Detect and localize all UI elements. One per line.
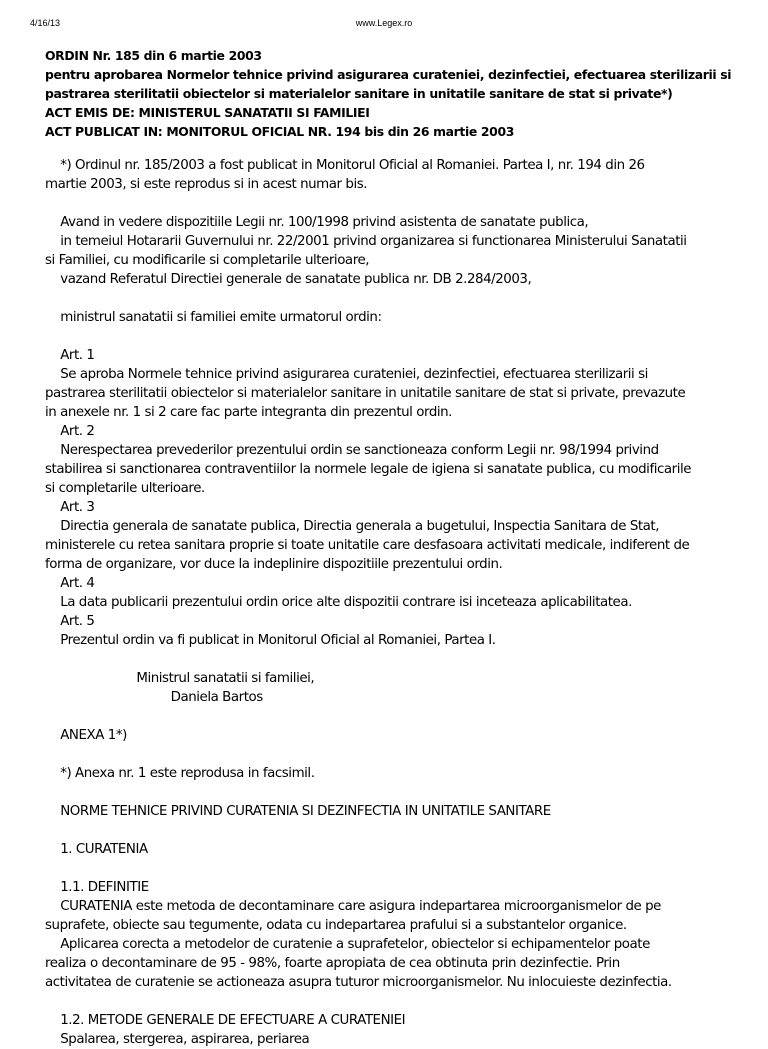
article-line: La data publicarii prezentului ordin orice alte dispozitii contrare isi inceteaza aplicabilitatea.: [45, 595, 632, 610]
article-line: Nerespectarea prevederilor prezentului ordin se sanctioneaza conform Legii nr. 98/1994 privind: [45, 443, 659, 458]
article-line: in anexele nr. 1 si 2 care fac parte integranta din prezentul ordin.: [45, 405, 452, 420]
article-line: forma de organizare, vor duce la indeplinire dispozitiile prezentului ordin.: [45, 557, 503, 572]
document-title-block: [45, 46, 745, 141]
definition-line: Aplicarea corecta a metodelor de curatenie a suprafetelor, obiectelor si echipamentelor poate: [45, 937, 650, 952]
order-subject-line-1: pentru aprobarea Normelor tehnice privind asigurarea curateniei, dezinfectiei, efectuarea sterilizarii si: [45, 67, 732, 82]
document-body: [45, 156, 725, 1049]
article-line: stabilirea si sanctionarea contraventiilor la normele legale de igiena si sanatate publica, cu modificarile: [45, 462, 692, 477]
publication-info: ACT PUBLICAT IN: MONITORUL OFICIAL NR. 194 bis din 26 martie 2003: [45, 124, 514, 139]
order-number: ORDIN Nr. 185 din 6 martie 2003: [45, 48, 262, 63]
preamble-line: Avand in vedere dispozitiile Legii nr. 100/1998 privind asistenta de sanatate publica,: [45, 215, 589, 230]
methods-line: Spalarea, stergerea, aspirarea, periarea: [45, 1032, 310, 1047]
preamble-line: in temeiul Hotararii Guvernului nr. 22/2001 privind organizarea si functionarea Ministerului Sanatatii: [45, 234, 687, 249]
annex-note: *) Anexa nr. 1 este reprodusa in facsimil.: [45, 766, 315, 781]
signature-name: Daniela Bartos: [45, 690, 263, 705]
site-name: www.Legex.ro: [355, 18, 413, 28]
note-line: *) Ordinul nr. 185/2003 a fost publicat in Monitorul Oficial al Romaniei. Partea I, nr. 194 din 26: [45, 158, 645, 173]
order-subject-line-2: pastrarea sterilitatii obiectelor si materialelor sanitare in unitatile sanitare de stat si private*): [45, 86, 673, 101]
article-heading: Art. 3: [45, 500, 95, 515]
article-heading: Art. 4: [45, 576, 95, 591]
definition-line: suprafete, obiecte sau tegumente, odata cu indepartarea prafului si a substantelor organice.: [45, 918, 627, 933]
definition-line: CURATENIA este metoda de decontaminare care asigura indepartarea microorganismelor de pe: [45, 899, 661, 914]
article-line: Se aproba Normele tehnice privind asigurarea curateniei, dezinfectiei, efectuarea sterilizarii si: [45, 367, 648, 382]
definition-line: realiza o decontaminare de 95 - 98%, foarte apropiata de cea obtinuta prin dezinfectie. Prin: [45, 956, 620, 971]
article-heading: Art. 5: [45, 614, 95, 629]
subsection-heading: 1.2. METODE GENERALE DE EFECTUARE A CURATENIEI: [45, 1013, 406, 1028]
emits-line: ministrul sanatatii si familiei emite urmatorul ordin:: [45, 310, 382, 325]
article-line: ministerele cu retea sanitara proprie si toate unitatile care desfasoara activitati medicale, indiferent de: [45, 538, 690, 553]
article-heading: Art. 1: [45, 348, 95, 363]
print-date: 4/16/13: [30, 18, 61, 28]
norms-title: NORME TEHNICE PRIVIND CURATENIA SI DEZINFECTIA IN UNITATILE SANITARE: [45, 804, 551, 819]
preamble-line: si Familiei, cu modificarile si completarile ulterioare,: [45, 253, 370, 268]
issuer: ACT EMIS DE: MINISTERUL SANATATII SI FAMILIEI: [45, 105, 370, 120]
definition-line: activitatea de curatenie se actioneaza asupra tuturor microorganismelor. Nu inlocuieste dezinfectia.: [45, 975, 672, 990]
annex-title: ANEXA 1*): [45, 728, 127, 743]
subsection-heading: 1.1. DEFINITIE: [45, 880, 149, 895]
article-line: Prezentul ordin va fi publicat in Monitorul Oficial al Romaniei, Partea I.: [45, 633, 496, 648]
section-heading: 1. CURATENIA: [45, 842, 148, 857]
signature-title: Ministrul sanatatii si familiei,: [45, 671, 315, 686]
article-heading: Art. 2: [45, 424, 95, 439]
article-line: si completarile ulterioare.: [45, 481, 205, 496]
article-line: Directia generala de sanatate publica, Directia generala a bugetului, Inspectia Sanitara de Stat,: [45, 519, 660, 534]
article-line: pastrarea sterilitatii obiectelor si materialelor sanitare in unitatile sanitare de stat si private, prevazute: [45, 386, 686, 401]
preamble-line: vazand Referatul Directiei generale de sanatate publica nr. DB 2.284/2003,: [45, 272, 532, 287]
note-line: martie 2003, si este reprodus si in acest numar bis.: [45, 177, 368, 192]
